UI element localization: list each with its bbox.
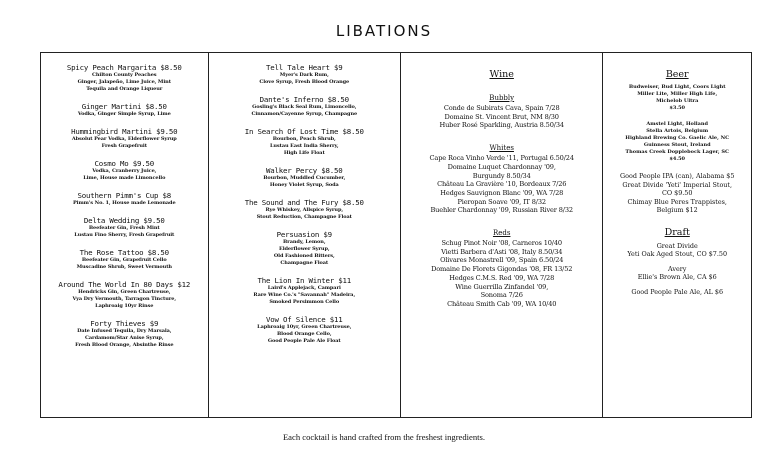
cocktail-ingredients: Ginger, Jalapeño, Lime Juice, Mint [77, 79, 171, 85]
cocktail-name: Southern Pimm's Cup $8 [77, 191, 172, 200]
list-line: Thomas Creek Dopplebock Lager, SC [625, 149, 729, 155]
cocktail-ingredients: Beefeater Gin, Fresh Mint [88, 225, 160, 231]
cocktails-column-2 [208, 53, 400, 417]
list-line: Château La Gravière '10, Bordeaux 7/26 [437, 180, 567, 189]
cocktail-ingredients: Fresh Grapefruit [101, 143, 147, 149]
cocktail-ingredients: Cinnamon/Cayenne Syrup, Champagne [251, 111, 358, 117]
cocktail-name: The Sound and The Fury $8.50 [244, 198, 364, 207]
cocktail-ingredients: Champagne Float [280, 260, 329, 266]
cocktail-ingredients: Honey Violet Syrup, Soda [269, 182, 339, 188]
list-line: Pieropan Soave '09, IT 8/32 [457, 197, 546, 206]
cocktail-ingredients: Hendricks Gin, Green Chartreuse, [78, 289, 171, 295]
cocktail-name: Walker Percy $8.50 [266, 166, 343, 175]
list-line: Great Divide 'Yeti' Imperial Stout, [622, 180, 733, 189]
list-line: Buehler Chardonnay '09, Russian River 8/32 [430, 206, 573, 215]
cocktail-item [41, 191, 208, 207]
list-line: Wine Guerrilla Zinfandel '09, [455, 282, 549, 291]
cocktail-item [41, 248, 208, 271]
list-line: Good People Pale Ale, AL $6 [631, 287, 724, 296]
cocktail-item [41, 159, 208, 182]
list-line: CO $9.50 [661, 189, 693, 197]
cocktail-ingredients: Blood Orange Cello, [277, 331, 332, 337]
list-line: Burgundy 8.50/34 [472, 171, 531, 180]
list-line: Hedges Sauvignon Blanc '09, WA 7/28 [440, 188, 564, 197]
draft-list [603, 242, 751, 297]
list-line: Good People IPA (can), Alabama $5 [620, 172, 735, 180]
cocktail-name: Cosmo Mo $9.50 [94, 159, 155, 168]
list-line: Belgium $12 [656, 206, 698, 214]
cocktail-ingredients: Vya Dry Vermouth, Tarragon Tincture, [72, 296, 177, 302]
cocktail-ingredients: Bourbon, Muddled Cucumber, [263, 175, 346, 181]
list-line: Avery [668, 264, 687, 273]
cocktail-ingredients: Absolut Pear Vodka, Elderflower Syrup [71, 136, 177, 142]
cocktail-name: Ginger Martini $8.50 [81, 102, 167, 111]
cocktail-name: Tell Tale Heart $9 [266, 63, 343, 72]
cocktail-name: Delta Wedding $9.50 [83, 216, 165, 225]
list-line: Great Divide [656, 241, 698, 250]
list-line: Huber Rosé Sparkling, Austria 8.50/34 [439, 121, 564, 130]
list-line: Vietti Barbera d'Asti '08, Italy 8.50/34 [441, 247, 563, 256]
cocktail-name: Vow Of Silence $11 [266, 315, 343, 324]
cocktail-name: Hummingbird Martini $9.50 [71, 127, 178, 136]
reds-list [401, 239, 602, 309]
whites-heading: Whites [489, 144, 514, 153]
reds-heading: Reds [492, 229, 511, 238]
cocktails-column-1 [41, 53, 208, 417]
list-line: Stella Artois, Belgium [646, 128, 709, 134]
cocktail-ingredients: Smoked Persimmon Cello [269, 299, 340, 305]
cocktail-ingredients: Cardamom/Star Anise Syrup, [85, 335, 164, 341]
cocktail-ingredients: Good People Pale Ale Float [267, 338, 341, 344]
cocktail-ingredients: Lustau East India Sherry, [269, 143, 339, 149]
cocktail-ingredients: Old Fashioned Bitters, [273, 253, 335, 259]
cocktail-ingredients: Myer's Dark Rum, [279, 72, 329, 78]
cocktail-item [41, 127, 208, 150]
wine-column [400, 53, 602, 417]
cocktail-ingredients: Brandy, Lemon, [283, 239, 326, 245]
list-line: Château Smith Cab '09, WA 10/40 [447, 299, 557, 308]
cocktail-ingredients: Date Infused Tequila, Dry Marsala, [77, 328, 172, 334]
list-line: Guinness Stout, Ireland [643, 142, 711, 148]
list-line: Ellie's Brown Ale, CA $6 [637, 273, 717, 281]
cocktail-ingredients: Laphroaig 10yr, Green Chartreuse, [257, 324, 352, 330]
list-line: Amstel Light, Holland [646, 121, 709, 127]
list-line: Schug Pinot Noir '08, Carneros 10/40 [441, 239, 562, 248]
cocktail-item [209, 230, 400, 267]
cocktail-ingredients: Rye Whiskey, Allspice Syrup, [265, 207, 343, 213]
menu-title: LIBATIONS [335, 22, 433, 40]
cocktail-ingredients: High Life Float [283, 150, 325, 156]
draft-heading: Draft [664, 226, 690, 238]
list-line: Yeti Oak Aged Stout, CO $7.50 [627, 250, 728, 258]
beer-column [602, 53, 751, 417]
cocktail-item [209, 127, 400, 157]
list-line: Budweiser, Bud Light, Coors Light [628, 84, 726, 90]
list-line: Olivares Monastrell '09, Spain 6.50/24 [440, 256, 564, 265]
cocktail-ingredients: Lustau Fino Sherry, Fresh Grapefruit [74, 232, 175, 238]
list-line: Cape Roca Vinho Verde '11, Portugal 6.50/24 [429, 154, 574, 163]
cocktail-ingredients: Tequila and Orange Liqueur [86, 86, 163, 92]
cocktail-name: The Lion In Winter $11 [257, 276, 351, 285]
cocktail-item [209, 95, 400, 118]
cocktail-name: Persuasion $9 [276, 230, 332, 239]
cocktail-item [209, 63, 400, 86]
beer-heading: Beer [665, 69, 689, 80]
list-line: $4.50 [669, 156, 686, 162]
cocktail-ingredients: Beefeater Gin, Grapefruit Cello [81, 257, 167, 263]
cocktail-item [209, 276, 400, 306]
cocktail-ingredients: Stout Reduction, Champagne Float [256, 214, 352, 220]
cocktail-item [209, 315, 400, 345]
cocktail-name: In Search Of Lost Time $8.50 [244, 127, 364, 136]
cocktail-ingredients: Laird's Applejack, Campari [267, 285, 341, 291]
cocktail-ingredients: Elderflower Syrup, [279, 246, 330, 252]
cocktail-ingredients: Bourbon, Peach Shrub, [272, 136, 336, 142]
cocktail-name: Dante's Inferno $8.50 [259, 95, 349, 104]
cocktail-ingredients: Vodka, Ginger Simple Syrup, Lime [77, 111, 171, 117]
cocktail-ingredients: Gosling's Black Seal Rum, Limoncello, [252, 104, 357, 110]
list-line: Miller Lite, Miller High Life, [637, 91, 718, 97]
beer-import-list [603, 121, 751, 163]
cocktail-ingredients: Laphroaig 10yr Rinse [95, 303, 154, 309]
cocktail-ingredients: Muscadine Shrub, Sweet Vermouth [76, 264, 172, 270]
cocktail-item [41, 63, 208, 93]
cocktail-name: Forty Thieves $9 [90, 319, 159, 328]
cocktail-item [209, 166, 400, 189]
cocktail-ingredients: Chilton County Peaches [92, 72, 157, 78]
bubbly-heading: Bubbly [489, 94, 515, 102]
list-line: Michelob Ultra [656, 98, 699, 104]
cocktail-item [209, 198, 400, 221]
list-line: Domaine De Florets Gigondas '08, FR 13/52 [431, 265, 573, 274]
list-line: Chimay Blue Peres Trappistes, [627, 197, 727, 206]
beer-craft-list [603, 172, 751, 215]
cocktail-ingredients: Clove Syrup, Fresh Blood Orange [259, 79, 350, 85]
list-line: Highland Brewing Co. Gaelic Ale, NC [625, 135, 730, 141]
bubbly-list [401, 104, 602, 130]
cocktail-item [41, 319, 208, 349]
footer-note: Each cocktail is hand crafted from the freshest ingredients. [282, 432, 486, 442]
whites-list [401, 154, 602, 215]
cocktail-item [41, 280, 208, 310]
cocktail-ingredients: Fresh Blood Orange, Absinthe Rinse [75, 342, 174, 348]
cocktail-ingredients: Pimm's No. 1, House made Lemonade [72, 200, 176, 206]
cocktail-name: Spicy Peach Margarita $8.50 [66, 63, 182, 72]
cocktail-ingredients: Vodka, Cranberry Juice, [92, 168, 157, 174]
cocktail-item [41, 216, 208, 239]
list-line: Sonoma 7/26 [480, 291, 523, 300]
cocktail-ingredients: Lime, House made Limoncello [83, 175, 166, 181]
list-line: Conde de Subirats Cava, Spain 7/28 [443, 104, 560, 112]
menu-frame [40, 52, 752, 418]
cocktail-item [41, 102, 208, 118]
list-line: Hedges C.M.S. Red '09, WA 7/28 [449, 273, 555, 282]
cocktail-name: Around The World In 80 Days $12 [58, 280, 191, 289]
cocktail-name: The Rose Tattoo $8.50 [79, 248, 169, 257]
list-line: Domaine St. Vincent Brut, NM 8/30 [444, 112, 559, 121]
cocktail-ingredients: Rare Wine Co.'s "Savannah" Madeira, [253, 292, 356, 298]
wine-heading: Wine [489, 69, 514, 80]
list-line: $3.50 [669, 105, 686, 111]
list-line: Domaine Luquet Chardonnay '09, [447, 162, 556, 171]
beer-domestic-list [603, 84, 751, 112]
